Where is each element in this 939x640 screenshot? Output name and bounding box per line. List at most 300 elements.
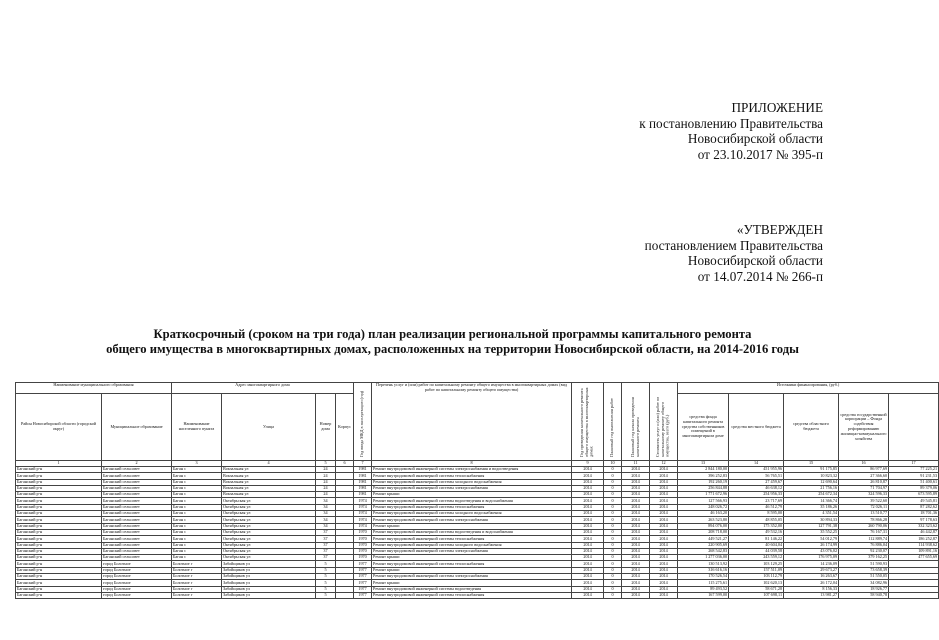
table-cell: 86 977,69 (839, 467, 889, 473)
table-cell: 0 (604, 561, 622, 567)
table-cell: Баганский сельсовет (102, 517, 172, 523)
table-cell: 0 (604, 580, 622, 586)
table-cell: 0 (604, 592, 622, 598)
table-cell: Баганский р-н (16, 504, 102, 510)
table-cell: 167 599,00 (678, 592, 729, 598)
table-cell: 24 (316, 479, 336, 485)
table-cell: 1 277 036,00 (678, 555, 729, 561)
table-cell: 316 616,16 (678, 567, 729, 573)
table-cell: Баганский р-н (16, 485, 102, 491)
table-cell: 1981 (354, 485, 372, 491)
table-cell: 0 (604, 485, 622, 491)
table-cell: 26 810,87 (839, 479, 889, 485)
table-cell: 78 866,28 (839, 517, 889, 523)
table-cell: 2014 (572, 536, 604, 542)
table-cell: 2014 (622, 592, 650, 598)
table-cell: Баганский сельсовет (102, 529, 172, 535)
table-cell: Баганский сельсовет (102, 492, 172, 498)
table-cell: 87 282,62 (889, 504, 939, 510)
table-cell: 14 236,09 (784, 561, 839, 567)
table-cell: 2014 (622, 492, 650, 498)
table-cell: Баганский р-н (16, 498, 102, 504)
table-cell: Забойщиков ул (222, 586, 316, 592)
table-cell: Ремонт крыши (372, 580, 572, 586)
table-cell: Ремонт внутридомовой инженерной системы электроснабжения (372, 517, 572, 523)
table-cell: 5 (316, 580, 336, 586)
table-cell: 34 (316, 523, 336, 529)
table-cell: 35 552,25 (784, 529, 839, 535)
table-cell: Баганский р-н (16, 567, 102, 573)
header-municipal: Муниципальное образование (102, 394, 172, 461)
table-cell: 27 366,60 (839, 473, 889, 479)
table-cell: 2014 (622, 504, 650, 510)
table-cell: Баган с (172, 511, 222, 517)
table-cell: 2014 (622, 548, 650, 554)
table-cell: 44 039,58 (729, 548, 784, 554)
table-cell: 29 673,27 (784, 567, 839, 573)
table-cell: 0 (604, 511, 622, 517)
appendix-line-4: от 23.10.2017 № 395-п (697, 146, 823, 162)
table-cell: 2014 (622, 555, 650, 561)
table-cell: 43 076,02 (784, 548, 839, 554)
table-cell: 77 225,21 (889, 467, 939, 473)
table-cell: 2014 (622, 485, 650, 491)
table-cell: 5 (316, 586, 336, 592)
table-cell: 2014 (650, 511, 678, 517)
approved-line-3: Новосибирской области (687, 253, 823, 268)
table-cell: 2014 (650, 542, 678, 548)
appendix-line-2: к постановлению Правительства (639, 115, 823, 131)
table-cell: город Болотное (102, 592, 172, 598)
table-cell: Болотное г (172, 592, 222, 598)
table-cell: Баганский сельсовет (102, 542, 172, 548)
table-cell: 243 559,12 (729, 555, 784, 561)
table-cell: 2014 (572, 561, 604, 567)
table-cell: 81 146,22 (729, 536, 784, 542)
header-regional: средства областного бюджета (784, 394, 839, 461)
table-cell: 2014 (572, 511, 604, 517)
table-cell: Октябрьская ул (222, 555, 316, 561)
table-cell: 12 690,64 (784, 479, 839, 485)
table-cell: 1977 (354, 592, 372, 598)
table-cell: Баганский сельсовет (102, 467, 172, 473)
table-cell: Баганский р-н (16, 473, 102, 479)
table-cell: 34 (316, 517, 336, 523)
table-cell: Болотное г (172, 574, 222, 580)
table-cell: 2014 (572, 555, 604, 561)
plan-table-container (15, 382, 938, 640)
table-cell: Баганский р-н (16, 517, 102, 523)
table-cell: Вокзальная ул (222, 473, 316, 479)
table-cell: Ремонт внутридомовой инженерной системы холодного водоснабжения (372, 479, 572, 485)
table-cell: Болотное г (172, 561, 222, 567)
table-cell: 76 167,31 (839, 529, 889, 535)
table-cell: Октябрьская ул (222, 498, 316, 504)
table-row (16, 592, 939, 598)
appendix-block (563, 100, 823, 162)
table-cell: 103 129,25 (729, 561, 784, 567)
table-cell: Ремонт крыши (372, 567, 572, 573)
table-cell: Забойщиков ул (222, 574, 316, 580)
table-cell: Баганский р-н (16, 523, 102, 529)
table-cell: Ремонт внутридомовой инженерной системы электроснабжения и водоотведения (372, 467, 572, 473)
table-cell: 56 765,51 (729, 473, 784, 479)
table-cell: 1981 (354, 467, 372, 473)
table-cell: Баган с (172, 473, 222, 479)
table-cell: Баганский сельсовет (102, 511, 172, 517)
header-sources-group: Источники финансирования, (руб.) (678, 383, 939, 394)
table-cell: 451 955,96 (729, 467, 784, 473)
column-number: 15 (784, 461, 839, 467)
table-cell: 2014 (650, 485, 678, 491)
table-cell: город Болотное (102, 574, 172, 580)
table-cell: Баган с (172, 536, 222, 542)
table-cell: 268 542,83 (678, 548, 729, 554)
table-cell: 10 823,32 (784, 473, 839, 479)
table-cell: 2014 (572, 504, 604, 510)
header-year-built: Год ввода МКД в эксплуатацию (год) (354, 383, 372, 461)
table-cell: Ремонт внутридомовой инженерной системы водоотведения и водоснабжения (372, 498, 572, 504)
table-cell: 72 026,11 (839, 504, 889, 510)
table-cell: Баганский р-н (16, 529, 102, 535)
table-cell: Баган с (172, 529, 222, 535)
table-cell: 1970 (354, 555, 372, 561)
table-cell: 46 163,20 (678, 511, 729, 517)
table-cell: 37 (316, 548, 336, 554)
table-cell: Ремонт внутридомовой инженерной системы теплоснабжения (372, 561, 572, 567)
header-settlement: Наименование населенного пункта (172, 394, 222, 461)
table-cell: 1974 (354, 523, 372, 529)
table-cell: 2014 (650, 580, 678, 586)
table-cell: Баган с (172, 504, 222, 510)
table-cell: Болотное г (172, 580, 222, 586)
table-cell: 324 596,33 (839, 492, 889, 498)
header-cost-total: Стоимость услуг и (или) работ по капитальному ремонту общего имущества, всего (руб.) (650, 383, 678, 461)
table-cell: 477 655,69 (889, 555, 939, 561)
table-cell: 73 658,39 (839, 567, 889, 573)
table-cell: Ремонт внутридомовой инженерной системы теплоснабжения (372, 536, 572, 542)
table-cell: 1977 (354, 586, 372, 592)
table-cell: Баганский сельсовет (102, 555, 172, 561)
table-cell: 51 590,93 (839, 561, 889, 567)
table-cell: 0 (604, 548, 622, 554)
table-cell: 157 511,09 (729, 567, 784, 573)
table-cell: 2014 (572, 586, 604, 592)
table-cell: 2014 (622, 567, 650, 573)
table-cell: Баган с (172, 555, 222, 561)
table-cell: 91 231,53 (889, 473, 939, 479)
table-cell: 1974 (354, 517, 372, 523)
table-cell: 2014 (572, 542, 604, 548)
table-cell: 48 855,05 (729, 517, 784, 523)
column-number: 2 (102, 461, 172, 467)
header-local: средства местного бюджета (729, 394, 784, 461)
table-cell: Баган с (172, 548, 222, 554)
table-cell: Вокзальная ул (222, 467, 316, 473)
table-cell: 673 595,89 (889, 492, 939, 498)
approved-line-4: от 14.07.2014 № 266-п (697, 268, 823, 284)
table-cell: 71 704,97 (839, 485, 889, 491)
table-cell: 102 620,13 (729, 580, 784, 586)
table-cell: 2014 (650, 498, 678, 504)
table-cell: 894 076,00 (678, 523, 729, 529)
column-number: 17 (889, 461, 939, 467)
appendix-line-3: Новосибирской области (687, 131, 823, 146)
table-cell: 2 844 180,00 (678, 467, 729, 473)
header-state-corp: средства государственной корпорации – Фонда содействия реформированию жилищно-коммунального хозяйства (839, 394, 889, 461)
table-cell: Баганский р-н (16, 511, 102, 517)
table-cell: 2014 (622, 542, 650, 548)
table-cell: 97 178,63 (889, 517, 939, 523)
table-cell: 2014 (622, 561, 650, 567)
table-cell: 0 (604, 574, 622, 580)
table-cell: 0 (604, 498, 622, 504)
table-cell: 2014 (622, 511, 650, 517)
table-cell: 2014 (650, 473, 678, 479)
table-cell: 51 400,61 (889, 479, 939, 485)
table-cell: Баганский р-н (16, 542, 102, 548)
table-cell: 34 (316, 504, 336, 510)
table-cell: 449 521,27 (678, 536, 729, 542)
table-cell: Болотное г (172, 586, 222, 592)
header-works: Перечень услуг и (или) работ по капитальному ремонту общего имущества в многоквартирных домах (вид работ по капитальному ремонту общего имущества) (372, 383, 572, 461)
table-cell: Баган с (172, 542, 222, 548)
table-cell: Октябрьская ул (222, 511, 316, 517)
table-cell: Баганский р-н (16, 574, 102, 580)
table-cell: 18 701,36 (889, 511, 939, 517)
table-cell: Вокзальная ул (222, 485, 316, 491)
table-cell: 89 493,52 (678, 586, 729, 592)
table-cell: 37 (316, 555, 336, 561)
header-spare (889, 394, 939, 461)
table-cell: 175 352,00 (729, 523, 784, 529)
table-cell: 115 275,61 (678, 580, 729, 586)
table-cell: 24 (316, 473, 336, 479)
table-cell: 35 186,26 (784, 504, 839, 510)
table-cell: Ремонт внутридомовой инженерной системы водоотведения и водоснабжения (372, 529, 572, 535)
table-cell: Баганский сельсовет (102, 485, 172, 491)
table-cell: 0 (604, 555, 622, 561)
table-cell: 1970 (354, 548, 372, 554)
title-line-2: общего имущества в многоквартирных домах, расположенных на территории Новосибирской области, на 2014-2016 годы (106, 342, 799, 356)
table-cell: 2014 (650, 561, 678, 567)
table-cell: 2014 (572, 485, 604, 491)
table-cell: 2014 (650, 517, 678, 523)
table-cell: Забойщиков ул (222, 561, 316, 567)
table-cell: 2014 (650, 586, 678, 592)
column-number: 10 (604, 461, 622, 467)
table-cell: 37 (316, 542, 336, 548)
table-cell: 24 (316, 485, 336, 491)
table-cell: Ремонт крыши (372, 492, 572, 498)
table-cell (889, 592, 939, 598)
table-cell: 76 886,04 (839, 542, 889, 548)
table-cell: 2014 (622, 536, 650, 542)
table-cell: 2014 (650, 479, 678, 485)
table-cell: 254 672,34 (784, 492, 839, 498)
table-cell: 109 891,16 (889, 548, 939, 554)
table-cell: 5 (316, 574, 336, 580)
table-cell: 0 (604, 529, 622, 535)
table-cell: Баганский р-н (16, 555, 102, 561)
table-cell: 2014 (572, 567, 604, 573)
table-cell: 1974 (354, 498, 372, 504)
table-cell: 34 082,96 (839, 580, 889, 586)
table-cell: Баганский р-н (16, 561, 102, 567)
table-cell: 2014 (572, 517, 604, 523)
table-cell: Ремонт внутридомовой инженерной системы теплоснабжения (372, 504, 572, 510)
table-cell: 37 (316, 529, 336, 535)
table-cell: 46 442,87 (889, 529, 939, 535)
table-cell: Баганский сельсовет (102, 536, 172, 542)
table-cell: 396 252,83 (678, 473, 729, 479)
table-cell: Баганский сельсовет (102, 523, 172, 529)
table-cell: 1970 (354, 536, 372, 542)
table-cell: 1970 (354, 529, 372, 535)
table-cell: 30 894,33 (784, 517, 839, 523)
table-cell: 2014 (650, 574, 678, 580)
table-cell: 4 351,54 (784, 511, 839, 517)
table-cell: 23 717,69 (729, 498, 784, 504)
table-cell: 39 522,60 (839, 498, 889, 504)
column-number: 16 (839, 461, 889, 467)
table-cell: 254 956,33 (729, 492, 784, 498)
table-cell: 2014 (572, 467, 604, 473)
column-number: 4 (222, 461, 316, 467)
table-cell: 51 550,05 (839, 574, 889, 580)
table-cell: 2014 (650, 529, 678, 535)
table-cell: 89 379,06 (889, 485, 939, 491)
header-start-year: Плановый год начала проведения капитального ремонта (622, 383, 650, 461)
header-address-group: Адрес многоквартирного дома (172, 383, 354, 394)
table-cell: Болотное г (172, 567, 222, 573)
table-cell: 0 (604, 586, 622, 592)
column-number: 14 (729, 461, 784, 467)
table-cell: 332 323,62 (889, 523, 939, 529)
table-cell: Ремонт крыши (372, 523, 572, 529)
table-cell: 1977 (354, 574, 372, 580)
table-cell: Баганский р-н (16, 492, 102, 498)
table-cell: 24 (316, 492, 336, 498)
table-cell: 58 671,28 (729, 586, 784, 592)
table-cell: Ремонт крыши (372, 555, 572, 561)
table-cell: город Болотное (102, 567, 172, 573)
table-cell (336, 592, 354, 598)
table-cell: 2014 (622, 498, 650, 504)
column-number: 13 (678, 461, 729, 467)
table-cell: 248 026,72 (678, 504, 729, 510)
table-cell: Октябрьская ул (222, 542, 316, 548)
table-cell: 2014 (622, 574, 650, 580)
table-cell: 2014 (572, 580, 604, 586)
table-cell: Баганский р-н (16, 592, 102, 598)
table-cell: 2014 (622, 467, 650, 473)
table-cell: Баган с (172, 485, 222, 491)
table-cell: 1981 (354, 492, 372, 498)
table-cell: 27 459,67 (729, 479, 784, 485)
table-cell: Забойщиков ул (222, 580, 316, 586)
table-cell: 2014 (650, 523, 678, 529)
table-cell: 220 905,69 (678, 542, 729, 548)
table-cell: 14 366,74 (784, 498, 839, 504)
table-cell: Забойщиков ул (222, 592, 316, 598)
header-house: Номер дома (316, 394, 336, 461)
table-cell: 2014 (572, 592, 604, 598)
table-cell: Ремонт внутридомовой инженерной системы теплоснабжения (372, 473, 572, 479)
column-number: 3 (172, 461, 222, 467)
table-cell: 40 604,04 (729, 542, 784, 548)
table-cell: Вокзальная ул (222, 479, 316, 485)
table-cell: 2014 (572, 574, 604, 580)
table-cell: 26 172,04 (784, 580, 839, 586)
table-cell: 2014 (650, 504, 678, 510)
table-cell: Баганский сельсовет (102, 479, 172, 485)
table-cell: 112 889,74 (839, 536, 889, 542)
table-cell: 114 938,62 (889, 542, 939, 548)
table-cell: Октябрьская ул (222, 548, 316, 554)
table-cell: 1981 (354, 479, 372, 485)
table-cell: Баганский р-н (16, 580, 102, 586)
table-cell: 0 (604, 542, 622, 548)
table-cell: 34 (316, 511, 336, 517)
table-cell: Ремонт внутридомовой инженерной системы водоотведения (372, 586, 572, 592)
table-cell: 46 512,79 (729, 504, 784, 510)
table-cell: город Болотное (102, 561, 172, 567)
table-cell: 2014 (650, 536, 678, 542)
table-cell: 2014 (650, 492, 678, 498)
table-cell: 1970 (354, 542, 372, 548)
plan-table-body (16, 467, 939, 599)
table-cell: 1 771 672,96 (678, 492, 729, 498)
column-number: 8 (372, 461, 572, 467)
table-cell: Ремонт внутридомовой инженерной системы теплоснабжения (372, 592, 572, 598)
table-cell: 263 523,80 (678, 517, 729, 523)
table-cell: 5 (316, 561, 336, 567)
table-cell: 127 791,38 (784, 523, 839, 529)
table-cell: 1977 (354, 561, 372, 567)
table-cell: 2014 (572, 492, 604, 498)
table-cell: Баганский сельсовет (102, 498, 172, 504)
table-cell: 2014 (622, 586, 650, 592)
header-district: Район Новосибирской области (городской округ) (16, 394, 102, 461)
table-cell: 0 (604, 536, 622, 542)
table-cell: Баганский сельсовет (102, 473, 172, 479)
table-cell: 2014 (572, 498, 604, 504)
table-cell: 8 595,00 (729, 511, 784, 517)
table-cell: 0 (604, 479, 622, 485)
header-building: Корпус (336, 394, 354, 461)
table-cell: Октябрьская ул (222, 517, 316, 523)
table-cell: Забойщиков ул (222, 567, 316, 573)
table-cell: 8 156,33 (784, 586, 839, 592)
table-cell: 2014 (622, 473, 650, 479)
table-cell: 1981 (354, 473, 372, 479)
table-cell: 13 981,27 (784, 592, 839, 598)
table-cell: Баганский сельсовет (102, 548, 172, 554)
title-line-1: Краткосрочный (сроком на три года) план реализации региональной программы капитального ремонта (153, 327, 752, 341)
header-owners: средства фонда капитального ремонта средства собственников помещений в многоквартирном доме (678, 394, 729, 461)
table-cell: 2014 (572, 473, 604, 479)
table-cell: 58 940,78 (839, 592, 889, 598)
table-cell: Октябрьская ул (222, 536, 316, 542)
table-cell: 1977 (354, 580, 372, 586)
table-cell: 2014 (622, 517, 650, 523)
table-cell: 37 (316, 536, 336, 542)
approved-block (563, 222, 823, 284)
table-cell: 5 (316, 567, 336, 573)
table-cell: Баганский р-н (16, 479, 102, 485)
table-cell: 2014 (572, 479, 604, 485)
